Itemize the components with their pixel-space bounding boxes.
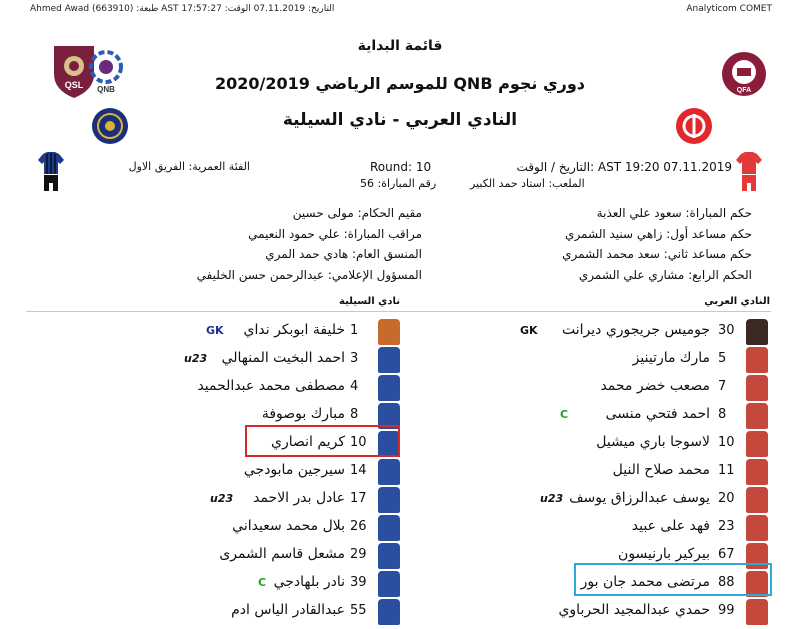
match-stadium: الملعب: استاد حمد الكبير [470, 177, 585, 190]
lineup-divider [26, 311, 771, 312]
al-arabi-logo [674, 106, 714, 146]
player-number: 29 [350, 547, 367, 562]
player-name: بيركير بارنيسون [618, 546, 710, 562]
player-photo [378, 347, 400, 373]
highlight-box-red [245, 425, 400, 457]
match-round: Round: 10 [370, 160, 432, 174]
official-fourth: الحكم الرابع: مشاري علي الشمري [578, 267, 752, 282]
app-name: Analyticom COMET [686, 4, 772, 14]
player-name: مصعب خضر محمد [600, 378, 710, 394]
highlight-box-blue [574, 563, 772, 596]
player-name: مشعل قاسم الشمرى [219, 546, 345, 562]
home-kit-icon [736, 152, 762, 192]
player-photo [746, 347, 768, 373]
player-photo [378, 375, 400, 401]
player-number: 30 [718, 323, 735, 338]
player-number: 8 [350, 407, 359, 422]
qnb-logo-text: QNB [97, 85, 115, 94]
league-title: دوري نجوم QNB للموسم الرياضي 2020/2019 [215, 74, 585, 93]
player-photo [746, 487, 768, 513]
player-name: عادل بدر الاحمد [253, 490, 345, 506]
player-name: مرتضى محمد جان بور [580, 574, 710, 590]
player-number: 4 [350, 379, 359, 394]
home-player-row [520, 456, 770, 487]
away-player-row [200, 512, 400, 543]
player-photo [746, 375, 768, 401]
player-number: 67 [718, 547, 735, 562]
player-number: 5 [718, 351, 727, 366]
officials-right [440, 203, 752, 285]
gk-tag: GK [206, 324, 224, 337]
official-referee-assessor: مقيم الحكام: مولى حسين [292, 206, 422, 220]
home-player-row [520, 596, 770, 627]
player-number: 88 [718, 575, 735, 590]
home-player-row [520, 484, 770, 515]
official-media-officer: المسؤول الإعلامي: عبدالرحمن حسن الخليفي [196, 267, 422, 282]
player-name: مصطفى محمد عبدالحميد [197, 378, 345, 394]
player-photo [378, 571, 400, 597]
player-photo [746, 431, 768, 457]
player-name: سيرجين مابودجي [243, 462, 345, 478]
away-player-row [200, 540, 400, 571]
player-number: 8 [718, 407, 727, 422]
home-player-row [520, 400, 770, 431]
away-kit-icon [38, 152, 64, 192]
qfa-logo [720, 50, 768, 108]
player-name: مبارك بوصوفة [261, 406, 345, 422]
home-player-row [520, 316, 770, 347]
player-number: 7 [718, 379, 727, 394]
player-name: نادر بلهادجي [273, 574, 345, 590]
al-sailiya-logo [90, 106, 130, 146]
player-photo [746, 403, 768, 429]
player-number: 3 [350, 351, 359, 366]
player-name: احمد فتحي منسى [605, 406, 710, 422]
home-player-row [520, 428, 770, 459]
official-match-commissioner: مراقب المباراة: علي حمود النعيمي [248, 226, 422, 241]
document-title: قائمة البداية [357, 38, 443, 54]
player-number: 1 [350, 323, 359, 338]
player-number: 10 [350, 435, 367, 450]
home-player-row [520, 372, 770, 403]
official-assistant-2: حكم مساعد ثاني: سعد محمد الشمري [562, 247, 752, 261]
player-number: 26 [350, 519, 367, 534]
player-photo [378, 487, 400, 513]
officials-left [150, 203, 422, 285]
player-name: لاسوجا باري ميشيل [596, 434, 710, 450]
player-number: 14 [350, 463, 367, 478]
match-number: رقم المباراة: 56 [360, 177, 437, 190]
player-name: جوميس جريجوري ديرانت [561, 322, 710, 338]
player-name: احمد البخيت المنهالي [221, 350, 345, 366]
player-photo [746, 515, 768, 541]
player-name: فهد على عبيد [631, 518, 710, 534]
match-date-time: التاريخ / الوقت: AST 19:20 07.11.2019 [516, 160, 732, 174]
match-title: النادي العربي - نادي السيلية [282, 110, 518, 130]
player-number: 10 [718, 435, 735, 450]
away-player-row [200, 316, 400, 347]
print-info: التاريخ: 07.11.2019 الوقت: AST 17:57:27 طبعة: (Ahmed Awad (663910 [30, 4, 335, 14]
player-photo [746, 319, 768, 345]
age-group: الفئة العمرية: الفريق الاول [128, 160, 250, 173]
player-number: 99 [718, 603, 735, 618]
player-name: كريم انصاري [271, 434, 345, 450]
away-player-row [197, 372, 400, 403]
player-name: مارك مارتينيز [632, 350, 710, 366]
player-tag: GK [520, 324, 538, 337]
home-player-row [520, 512, 770, 543]
player-number: 55 [350, 603, 367, 618]
player-photo [378, 543, 400, 569]
player-photo [378, 459, 400, 485]
qfa-logo-text: QFA [736, 87, 752, 94]
captain-tag: C [258, 576, 267, 589]
qsl-logo-text: QSL [64, 80, 84, 90]
away-player-row [184, 344, 400, 375]
player-number: 20 [718, 491, 735, 506]
home-team-name: النادي العربي [704, 296, 770, 307]
qnb-logo [88, 50, 124, 98]
home-player-row [520, 344, 770, 375]
official-general-coordinator: المنسق العام: هادي حمد المري [265, 247, 422, 261]
away-player-row [200, 568, 400, 599]
player-photo [378, 319, 400, 345]
u23-tag: u23 [184, 352, 208, 365]
u23-tag: u23 [210, 492, 234, 505]
player-name: حمدي عبدالمجيد الحرباوي [558, 602, 710, 618]
away-player-row [200, 484, 400, 515]
away-team-name: نادي السيلية [339, 296, 400, 307]
player-number: 39 [350, 575, 367, 590]
player-number: 23 [718, 519, 735, 534]
player-photo [378, 515, 400, 541]
captain-tag: C [560, 408, 569, 421]
player-photo [378, 599, 400, 625]
away-player-row [200, 456, 400, 487]
player-name: بلال محمد سعيداني [232, 518, 345, 534]
player-number: 11 [718, 463, 735, 478]
player-name: محمد صلاح النيل [612, 462, 710, 478]
player-number: 17 [350, 491, 367, 506]
player-name: خليفة ابوبكر نداي [243, 322, 345, 338]
player-name: عبدالقادر الياس ادم [231, 602, 345, 618]
official-referee: حكم المباراة: سعود علي العذبة [596, 206, 752, 220]
u23-tag: u23 [540, 492, 564, 505]
player-photo [746, 599, 768, 625]
player-name: يوسف عبدالرزاق يوسف [569, 490, 710, 506]
away-player-row [200, 596, 400, 627]
player-photo [746, 459, 768, 485]
official-assistant-1: حكم مساعد أول: زاهي سنيد الشمري [565, 226, 752, 241]
